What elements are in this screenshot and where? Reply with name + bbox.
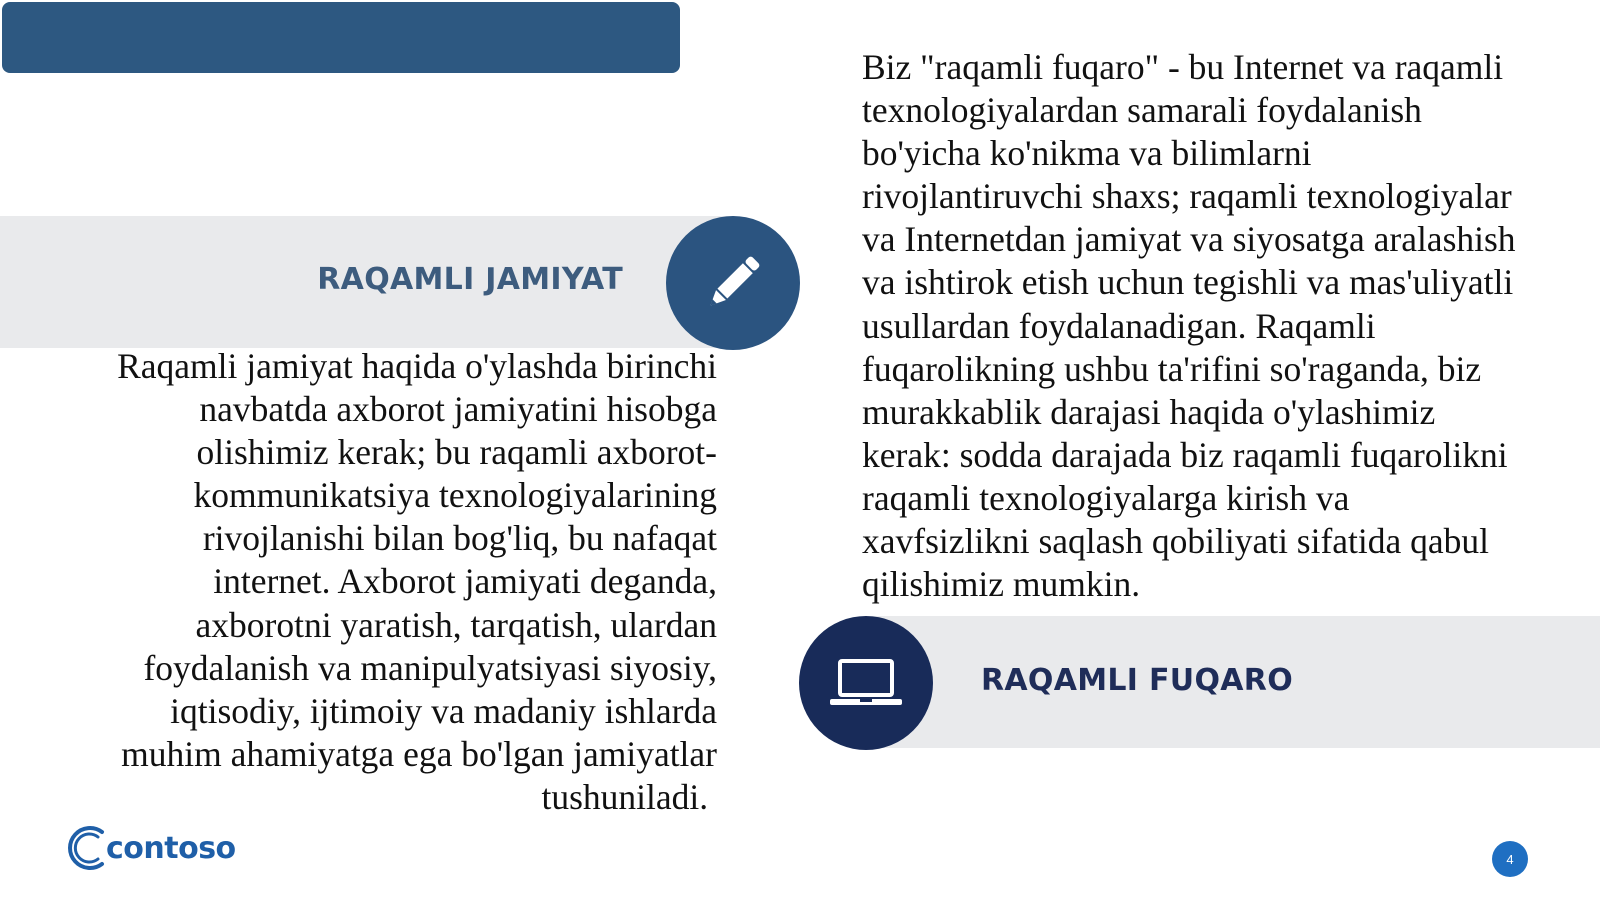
text-line: olishimiz kerak; bu raqamli axborot- xyxy=(196,432,717,473)
text-line: Raqamli jamiyat haqida o'ylashda birinchi xyxy=(117,346,717,386)
text-line: rivojlantiruvchi shaxs; raqamli texnologiyalar xyxy=(862,176,1512,217)
text-line: kommunikatsiya texnologiyalarining xyxy=(193,475,717,516)
contoso-logo-mark xyxy=(64,822,110,874)
pencil-icon-circle xyxy=(666,216,800,350)
page-number-badge: 4 xyxy=(1492,841,1528,877)
paragraph-raqamli-jamiyat xyxy=(30,345,717,819)
laptop-icon-circle xyxy=(799,616,933,750)
text-line: tushuniladi. xyxy=(541,776,717,817)
text-line: texnologiyalardan samarali foydalanish xyxy=(862,90,1422,131)
text-line: va ishtirok etish uchun tegishli va mas'uliyatli xyxy=(862,262,1514,303)
text-line: raqamli texnologiyalarga kirish va xyxy=(862,477,1350,518)
logo-text: contoso xyxy=(106,830,236,866)
contoso-logo xyxy=(64,822,236,874)
paragraph-raqamli-fuqaro xyxy=(862,46,1600,606)
text-line: rivojlanishi bilan bog'liq, bu nafaqat xyxy=(202,518,717,559)
laptop-icon xyxy=(826,655,906,711)
text-line: axborotni yaratish, tarqatish, ulardan xyxy=(195,604,717,645)
text-line: muhim ahamiyatga ega bo'lgan jamiyatlar xyxy=(121,733,717,774)
text-line: murakkablik darajasi haqida o'ylashimiz xyxy=(862,391,1436,432)
text-line: foydalanish va manipulyatsiyasi siyosiy, xyxy=(143,647,717,688)
heading-raqamli-jamiyat: RAQAMLI JAMIYAT xyxy=(317,262,623,297)
text-line: usullardan foydalanadigan. Raqamli xyxy=(862,305,1376,346)
text-line: iqtisodiy, ijtimoiy va madaniy ishlarda xyxy=(170,690,717,731)
pencil-icon xyxy=(697,247,769,319)
text-line: navbatda axborot jamiyatini hisobga xyxy=(199,389,717,430)
text-line: va Internetdan jamiyat va siyosatga aralashish xyxy=(862,219,1516,260)
text-line: kerak: sodda darajada biz raqamli fuqarolikni xyxy=(862,434,1508,475)
text-line: fuqarolikning ushbu ta'rifini so'raganda, biz xyxy=(862,348,1482,389)
text-line: qilishimiz mumkin. xyxy=(862,564,1141,605)
heading-raqamli-fuqaro: RAQAMLI FUQARO xyxy=(981,663,1293,698)
text-line: Biz "raqamli fuqaro" - bu Internet va raqamli xyxy=(862,47,1504,87)
text-line: bo'yicha ko'nikma va bilimlarni xyxy=(862,133,1312,174)
text-line: xavfsizlikni saqlash qobiliyati sifatida qabul xyxy=(862,521,1490,562)
text-line: internet. Axborot jamiyati deganda, xyxy=(213,561,717,602)
title-bar xyxy=(2,2,680,73)
